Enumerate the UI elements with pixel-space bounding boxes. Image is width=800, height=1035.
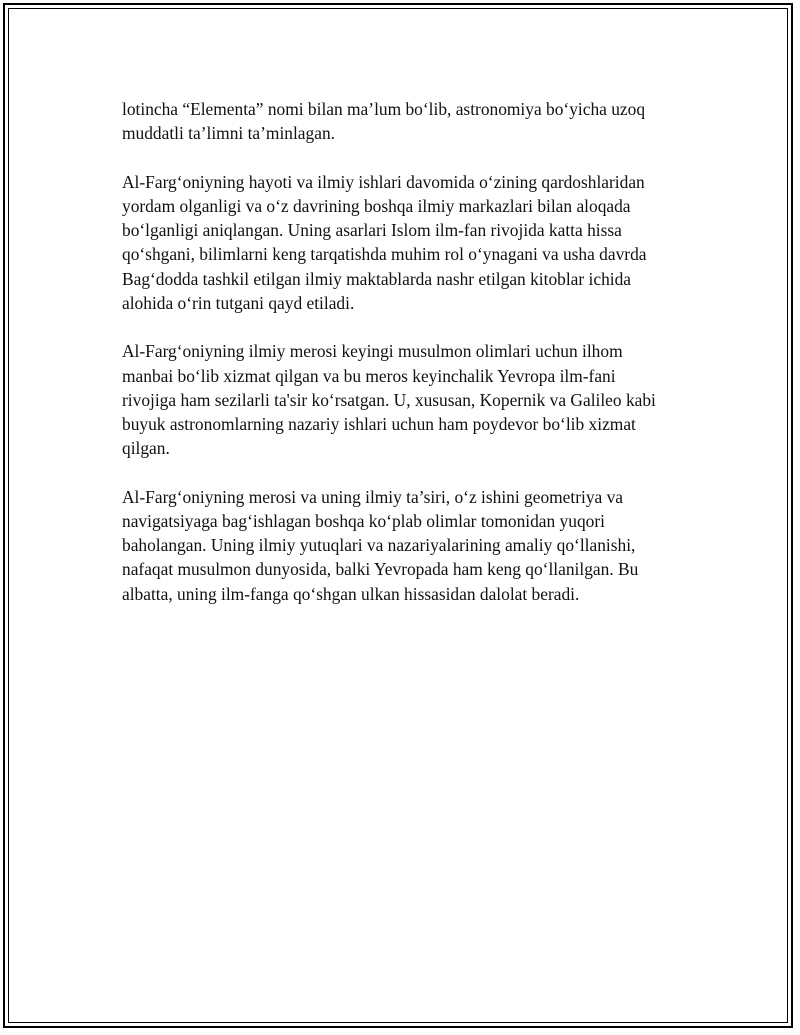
text-line: bo‘lganligi aniqlangan. Uning asarlari Islom ilm-fan rivojida katta hissa bbox=[122, 220, 622, 241]
text-line: yordam olganligi va o‘z davrining boshqa ilmiy markazlari bilan aloqada bbox=[122, 196, 631, 216]
text-line: rivojiga ham sezilarli ta'sir ko‘rsatgan. U, xususan, Kopernik va Galileo kabi bbox=[122, 389, 656, 410]
paragraph-3 bbox=[122, 339, 692, 460]
text-line: qo‘shgani, bilimlarni keng tarqatishda muhim rol o‘ynagani va usha davrda bbox=[122, 244, 647, 265]
text-line: manbai bo‘lib xizmat qilgan va bu meros keyinchalik Yevropa ilm-fani bbox=[122, 365, 616, 386]
text-line: nafaqat musulmon dunyosida, balki Yevropada ham keng qo‘llanilgan. Bu bbox=[122, 559, 639, 580]
text-line: lotincha “Elementa” nomi bilan ma’lum bo‘lib, astronomiya bo‘yicha uzoq bbox=[122, 99, 646, 119]
text-line: buyuk astronomlarning nazariy ishlari uchun ham poydevor bo‘lib xizmat bbox=[122, 414, 636, 435]
text-line: Al-Farg‘oniyning merosi va uning ilmiy ta’siri, o‘z ishini geometriya va bbox=[122, 486, 624, 507]
page-border bbox=[3, 3, 793, 1028]
text-line: baholangan. Uning ilmiy yutuqlari va nazariyalarining amaliy qo‘llanishi, bbox=[122, 535, 636, 556]
text-line: alohida o‘rin tutgani qayd etiladi. bbox=[122, 292, 355, 313]
paragraph-4 bbox=[122, 485, 692, 606]
document-body bbox=[122, 97, 692, 630]
text-line: Al-Farg‘oniyning hayoti va ilmiy ishlari davomida o‘zining qardoshlaridan bbox=[122, 171, 645, 192]
text-line: navigatsiyaga bag‘ishlagan boshqa ko‘plab olimlar tomonidan yuqori bbox=[122, 511, 605, 532]
text-line: muddatli ta’limni ta’minlagan. bbox=[122, 123, 335, 144]
text-line: qilgan. bbox=[122, 438, 170, 459]
text-line: Bag‘dodda tashkil etilgan ilmiy maktablarda nashr etilgan kitoblar ichida bbox=[122, 268, 632, 289]
paragraph-2 bbox=[122, 170, 692, 315]
text-line: albatta, uning ilm-fanga qo‘shgan ulkan hissasidan dalolat beradi. bbox=[122, 583, 580, 604]
paragraph-1 bbox=[122, 97, 692, 145]
text-line: Al-Farg‘oniyning ilmiy merosi keyingi musulmon olimlari uchun ilhom bbox=[122, 341, 623, 362]
